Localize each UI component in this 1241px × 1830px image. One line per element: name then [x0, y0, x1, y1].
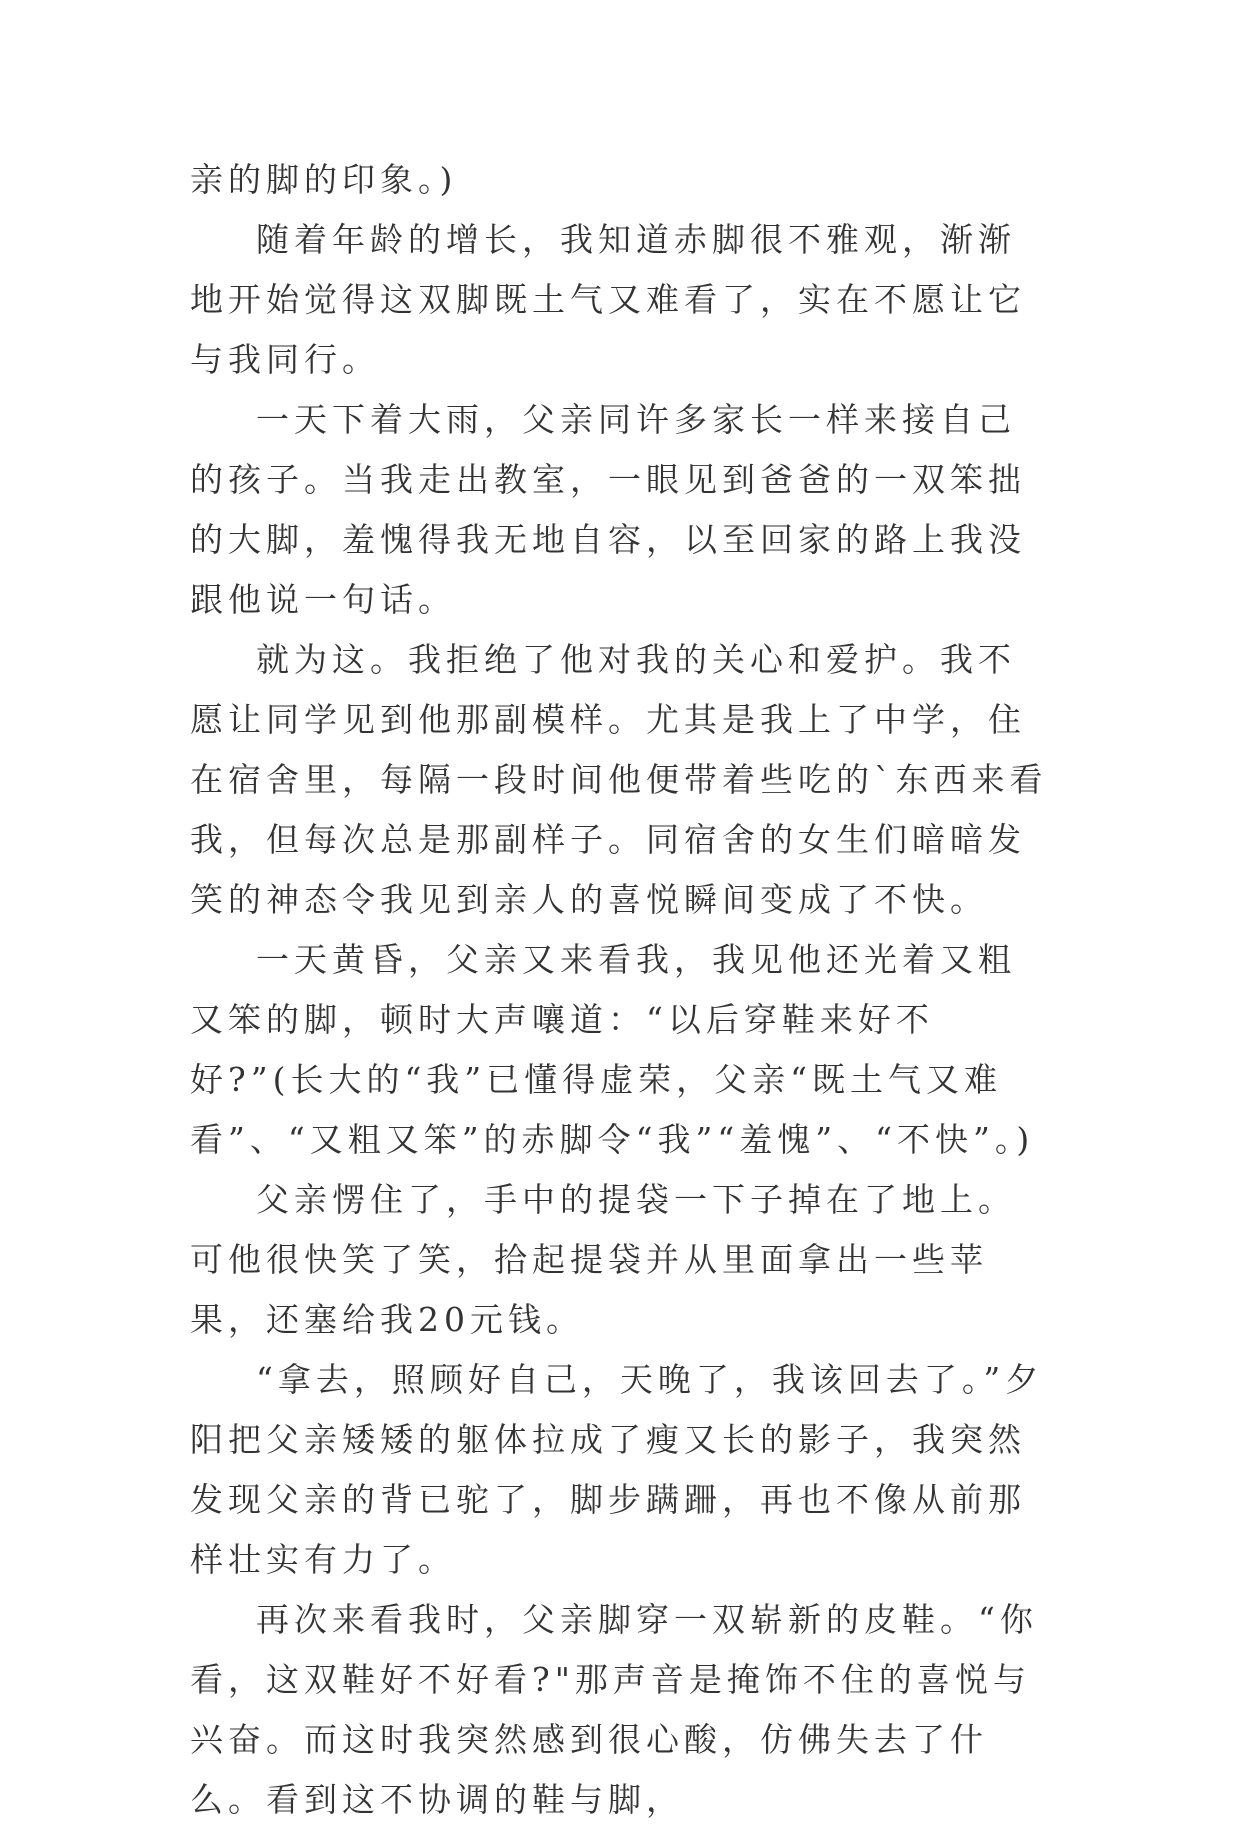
paragraph-1: 亲的脚的印象。): [190, 160, 458, 199]
paragraph-8: 再次来看我时，父亲脚穿一双崭新的皮鞋。“你看，这双鞋好不好看?"那声音是掩饰不住的喜悦与兴奋。而这时我突然感到很心酸，仿佛失去了什么。看到这不协调的鞋与脚，: [190, 1600, 1038, 1819]
paragraph-3: 一天下着大雨，父亲同许多家长一样来接自己的孩子。当我走出教室，一眼见到爸爸的一双笨拙的大脚，羞愧得我无地自容，以至回家的路上我没跟他说一句话。: [190, 400, 1026, 619]
paragraph-5: 一天黄昏，父亲又来看我，我见他还光着又粗又笨的脚，顿时大声嚷道：“以后穿鞋来好不好?”(长大的“我”已懂得虚荣，父亲“既土气又难看”、“又粗又笨”的赤脚令“我”“羞愧”、“不快”。): [190, 940, 1035, 1159]
paragraph-4: 就为这。我拒绝了他对我的关心和爱护。我不愿让同学见到他那副模样。尤其是我上了中学，住在宿舍里，每隔一段时间他便带着些吃的`东西来看我，但每次总是那副样子。同宿舍的女生们暗暗发笑的神态令我见到亲人的喜悦瞬间变成了不快。: [190, 640, 1048, 919]
paragraph-7: “拿去，照顾好自己，天晚了，我该回去了。”夕阳把父亲矮矮的躯体拉成了瘦又长的影子，我突然发现父亲的背已驼了，脚步蹒跚，再也不像从前那样壮实有力了。: [190, 1360, 1044, 1579]
paragraph-6: 父亲愣住了，手中的提袋一下子掉在了地上。可他很快笑了笑，拾起提袋并从里面拿出一些苹果，还塞给我20元钱。: [190, 1180, 1016, 1339]
document-body: [190, 150, 1050, 1830]
paragraph-2: 随着年龄的增长，我知道赤脚很不雅观，渐渐地开始觉得这双脚既土气又难看了，实在不愿让它与我同行。: [190, 220, 1026, 379]
